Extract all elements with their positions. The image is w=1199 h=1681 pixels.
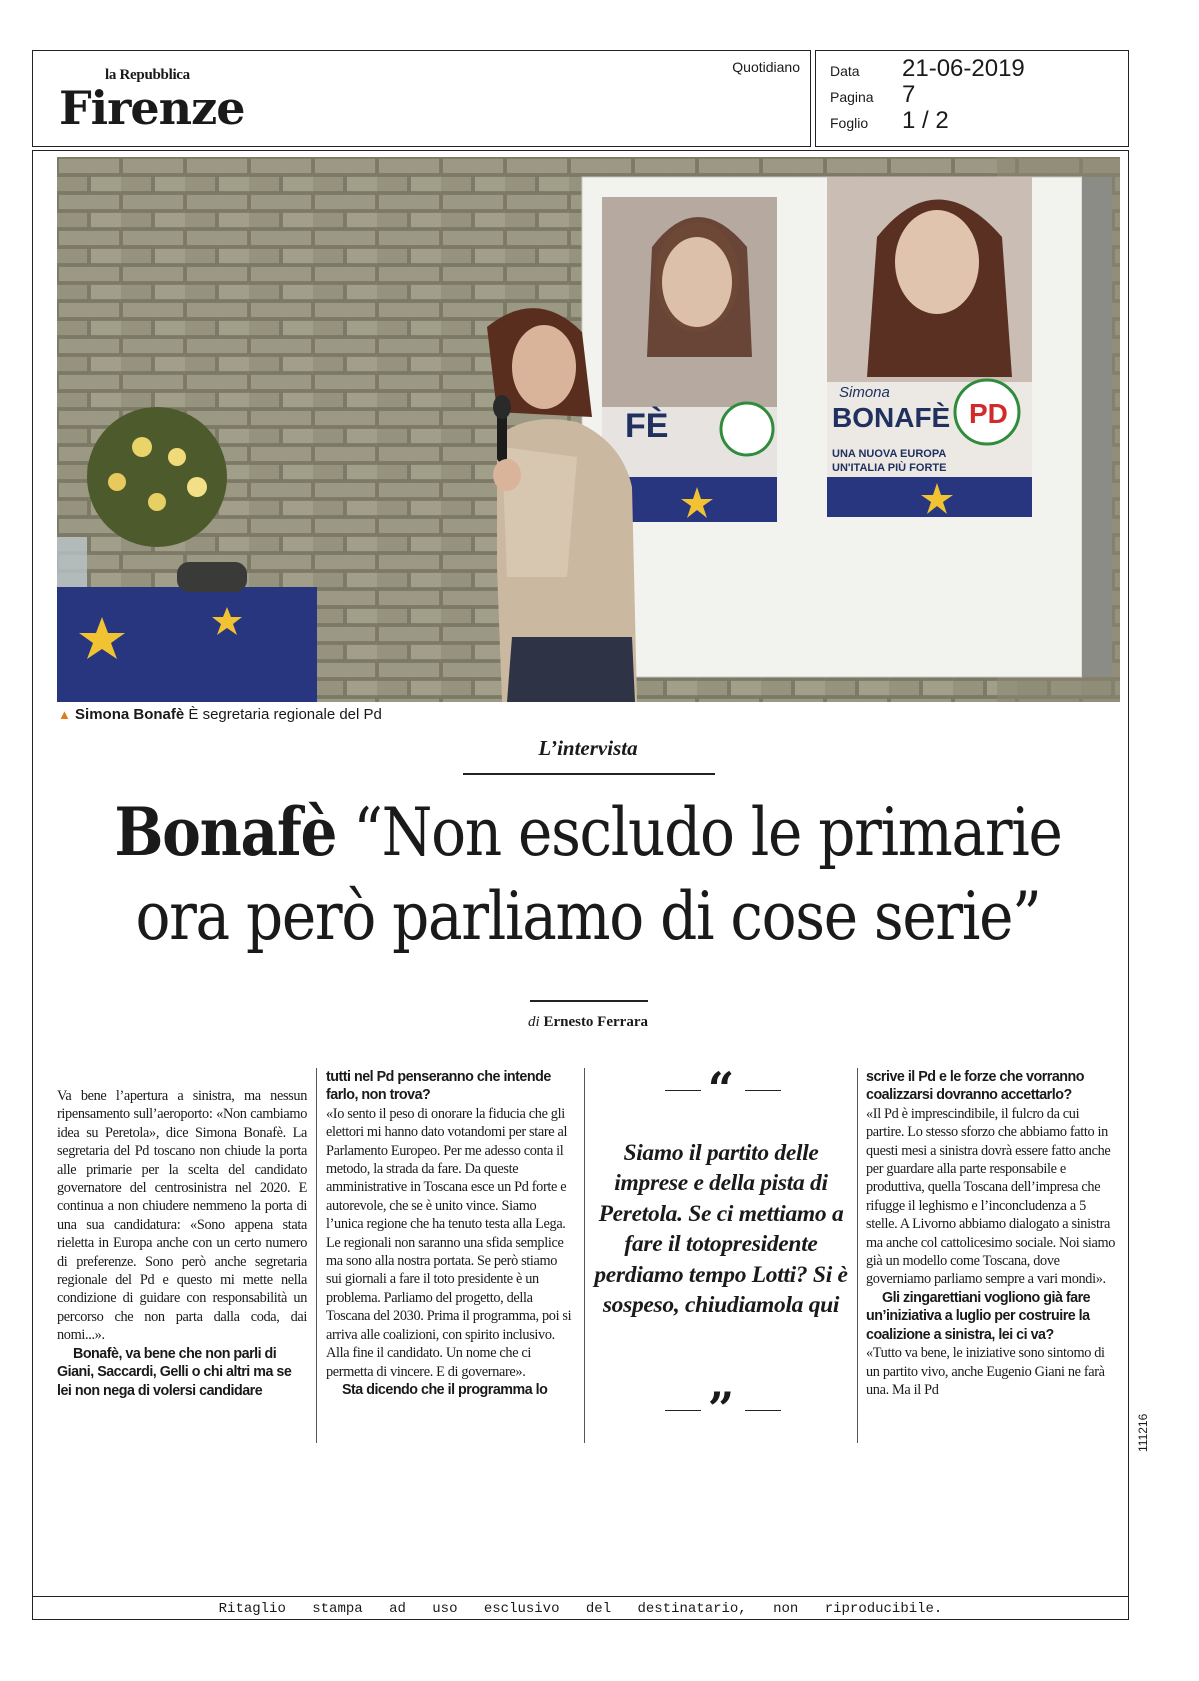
poster-left-name: FÈ: [625, 407, 669, 445]
footer: [32, 1596, 1129, 1620]
headline-line-2: ora però parliamo di cose serie”: [135, 878, 1041, 955]
question-1-cont: tutti nel Pd penseranno che intende farlo, non trova?: [326, 1069, 551, 1104]
poster-right: [827, 177, 1032, 517]
column-divider: [316, 1068, 317, 1443]
question-1: Bonafè, va bene che non parli di Giani, Saccardi, Gelli o chi altri ma se lei non nega di volersi candidare: [57, 1345, 292, 1399]
meta-value: 21-06-2019: [902, 55, 1025, 82]
meta-value: 1 / 2: [902, 107, 949, 134]
column-divider: [584, 1068, 585, 1443]
answer-3: «Tutto va bene, le iniziative sono sintomo di un partito vivo, anche Eugenio Giani ne farà una. Ma il Pd: [866, 1345, 1105, 1398]
open-quote-icon: “: [707, 1062, 735, 1116]
question-3: Gli zingarettiani vogliono già fare un’iniziativa a luglio per costruire la coalizione a sinistra, lei ci va?: [866, 1289, 1091, 1343]
meta-value: 7: [902, 81, 916, 108]
kicker-rule: [463, 773, 715, 775]
pullquote: Siamo il partito delle imprese e della pista di Peretola. Se ci mettiamo a fare il totopresidente perdiamo tempo Lotti? Si è sospeso, chiudiamola qui: [594, 1140, 848, 1319]
byline-author: Ernesto Ferrara: [543, 1014, 648, 1030]
column-2: [326, 1068, 574, 1399]
poster-slogan-2: UN'ITALIA PIÙ FORTE: [832, 462, 947, 474]
question-2: Sta dicendo che il programma lo: [342, 1381, 548, 1398]
kicker: L’intervista: [538, 736, 638, 760]
answer-2: «Il Pd è imprescindibile, il fulcro da cui partire. Lo stesso sforzo che abbiamo fatto in questi mesi a sinistra dovrà essere fatto anche per guardare alla parte responsabile e produttiva, quella Toscana dell’impresa che rifugge il leghismo e l’inconcludenza a 5 stelle. A Livorno abbiamo dialogato a sinistra ma anche col cattolicesimo sociale. Noi siamo già un modello come Toscana, dove governiamo parliamo sempre a vari mondi».: [866, 1105, 1116, 1288]
caption-name: Simona Bonafè: [75, 706, 185, 723]
question-2-cont: scrive il Pd e le forze che vorranno coalizzarsi dovranno accettarlo?: [866, 1069, 1084, 1104]
poster-left: [602, 197, 777, 522]
column-4: [866, 1068, 1116, 1399]
meta-label: Pagina: [830, 89, 874, 105]
footer-text: Ritaglio stampa ad uso esclusivo del destinatario, non riproducibile.: [218, 1601, 943, 1617]
poster-slogan-1: UNA NUOVA EUROPA: [832, 448, 947, 460]
side-code: 111216: [1136, 1413, 1150, 1452]
pullquote-rule-right: [745, 1090, 781, 1091]
caption-triangle-icon: ▲: [58, 707, 71, 722]
byline: [0, 1014, 1176, 1031]
poster-last-name: BONAFÈ: [832, 402, 951, 433]
caption-text: È segretaria regionale del Pd: [188, 706, 382, 723]
meta-label: Data: [830, 63, 860, 79]
headline-line-1: [71, 790, 1106, 875]
headline-bold: Bonafè: [114, 793, 337, 871]
article-photo: [57, 157, 1120, 702]
answer-1: «Io sento il peso di onorare la fiducia che gli elettori mi hanno dato votandomi per stare al Parlamento Europeo. Per me adesso conta il metodo, la strada da fare. Da queste amministrative in Toscana esce un Pd forte e autorevole, che se è unito vince. Siamo l’unica regione che ha tenuto testa alla Lega. Le regionali non saranno una sfida semplice ma sono alla nostra portata. Se però stiamo sui giornali a fare il toto presidente è un problema. Parliamo del progetto, della Toscana del 2030. Prima il programma, poi si arriva alle coalizioni, con spirito inclusivo. Alla fine il candidato. Un nome che ci permetta di vincere. E di governare».: [326, 1105, 572, 1380]
column-1: [57, 1087, 307, 1400]
headline: [71, 790, 1106, 959]
meta-box: [815, 50, 1129, 147]
poster-party-logo: PD: [969, 398, 1008, 429]
byline-prefix: di: [528, 1014, 540, 1030]
pullquote-rule-right: [745, 1410, 781, 1411]
poster-first-name: Simona: [839, 384, 890, 401]
brand-small: la Repubblica: [105, 67, 190, 83]
meta-label: Foglio: [830, 115, 869, 131]
lead-paragraph: Va bene l’apertura a sinistra, ma nessun ripensamento sull’aeroporto: «Non cambiamo idea su Peretola», dice Simona Bonafè. La segretaria del Pd toscano non chiude la porta alle primarie per la scelta del candidato governatore del centrosinistra nel 2020. E continua a non chiudere nemmeno la porta di una sua candidatura: «Sono appena stata rieletta in Europa anche con un certo numero di preferenze. Sono però anche segretaria regionale del Pd e questo mi mette nella condizione di guidare con responsabilità un percorso che non parta dalla coda, dai nomi...».: [57, 1088, 307, 1344]
brand-main: Firenze: [59, 81, 245, 135]
column-divider: [857, 1068, 858, 1443]
close-quote-icon: ”: [707, 1382, 735, 1436]
byline-rule: [530, 1000, 648, 1002]
headline-line1-text: “Non escludo le primarie: [353, 794, 1062, 871]
photo-caption: [58, 706, 382, 723]
masthead: [32, 50, 811, 147]
publication-type: Quotidiano: [732, 59, 800, 75]
